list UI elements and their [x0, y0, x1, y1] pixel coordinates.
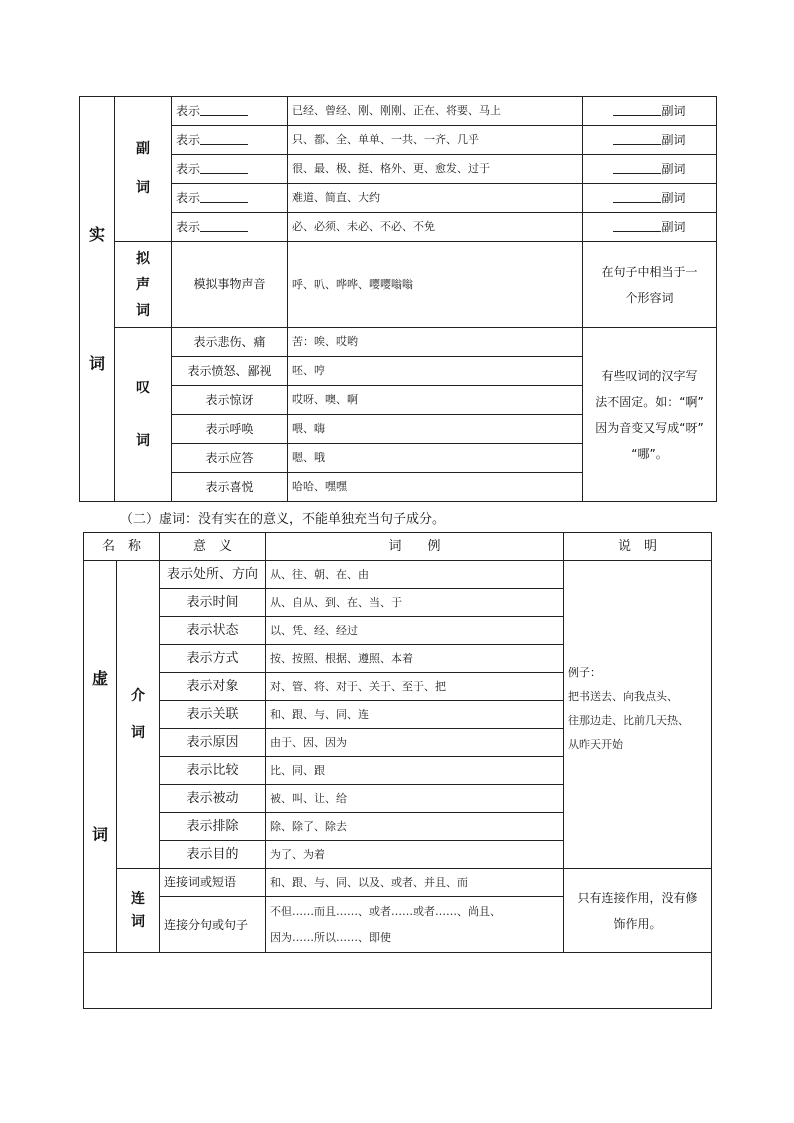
examples-cell: 哈哈、嘿嘿: [288, 473, 583, 502]
subcategory-char: 声: [136, 276, 150, 293]
note-cell: 副词: [583, 213, 717, 242]
examples-cell: 由于、因、因为: [266, 729, 564, 757]
fill-blank[interactable]: [200, 162, 248, 174]
examples-cell: 和、跟、与、同、连: [266, 701, 564, 729]
subcategory-char: 词: [131, 724, 145, 741]
subcategory-cell: [115, 242, 172, 328]
category-char: 实: [88, 224, 105, 244]
adverb-row: [80, 155, 717, 184]
category-cell: [84, 561, 117, 953]
section-heading: （二）虚词：没有实在的意义，不能单独充当句子成分。: [120, 512, 446, 527]
meaning-cell: 表示关联: [160, 701, 266, 729]
category-char: 虚: [91, 669, 108, 689]
fill-blank[interactable]: [200, 220, 248, 232]
function-words-table: [83, 532, 712, 1009]
meaning-cell: 模拟事物声音: [172, 242, 288, 328]
note-cell: 副词: [583, 184, 717, 213]
meaning-cell: 表示对象: [160, 673, 266, 701]
subcategory-cell: [117, 869, 160, 953]
note-cell: 副词: [583, 126, 717, 155]
subcategory-cell: [117, 561, 160, 869]
adverb-row: [80, 184, 717, 213]
header-meaning: 意 义: [160, 533, 266, 561]
header-row: [84, 533, 712, 561]
meaning-cell: 连接词或短语: [160, 869, 266, 897]
examples-cell: 比、同、跟: [266, 757, 564, 785]
examples-cell: 难道、简直、大约: [288, 184, 583, 213]
examples-cell: 以、凭、经、经过: [266, 617, 564, 645]
note-cell: 只有连接作用，没有修 饰作用。: [564, 869, 712, 953]
examples-cell: 喂、嗨: [288, 415, 583, 444]
note-cell: 副词: [583, 155, 717, 184]
meaning-cell: 表示被动: [160, 785, 266, 813]
fill-blank[interactable]: [613, 220, 661, 232]
examples-cell: 已经、曾经、刚、刚刚、正在、将要、马上: [288, 97, 583, 126]
fill-blank[interactable]: [613, 104, 661, 116]
fill-blank[interactable]: [200, 104, 248, 116]
note-cell: 副词: [583, 97, 717, 126]
examples-cell: 为了、为着: [266, 841, 564, 869]
examples-cell: 必、必须、未必、不必、不免: [288, 213, 583, 242]
note-cell: 有些叹词的汉字写 法不固定。如：“啊” 因为音变又写成“呀” “哪”。: [583, 328, 717, 502]
meaning-cell: 表示惊讶: [172, 386, 288, 415]
examples-cell: 从、往、朝、在、由: [266, 561, 564, 589]
header-examples: 词 例: [266, 533, 564, 561]
subcategory-char: 连: [131, 890, 145, 907]
meaning-cell: 表示处所、方向: [160, 561, 266, 589]
examples-cell: 和、跟、与、同、以及、或者、并且、而: [266, 869, 564, 897]
meaning-cell: 表示排除: [160, 813, 266, 841]
meaning-cell: 表示喜悦: [172, 473, 288, 502]
category-char: 词: [91, 824, 108, 844]
examples-cell: 很、最、极、挺、格外、更、愈发、过于: [288, 155, 583, 184]
meaning-cell: 表示时间: [160, 589, 266, 617]
meaning-cell: 表示: [172, 184, 288, 213]
examples-cell: 除、除了、除去: [266, 813, 564, 841]
subcategory-char: 词: [136, 180, 150, 196]
adverb-row: [80, 97, 717, 126]
meaning-cell: 连接分句或句子: [160, 897, 266, 953]
header-note: 说 明: [564, 533, 712, 561]
subcategory-char: 副: [136, 141, 150, 158]
fill-blank[interactable]: [200, 133, 248, 145]
adverb-row: [80, 126, 717, 155]
meaning-cell: 表示: [172, 155, 288, 184]
header-name: 名 称: [84, 533, 160, 561]
subcategory-char: 词: [136, 302, 150, 319]
subcategory-cell: [115, 97, 172, 242]
examples-cell: 呼、叭、哗哗、嘤嘤嗡嗡: [288, 242, 583, 328]
subcategory-cell: [115, 328, 172, 502]
meaning-cell: 表示原因: [160, 729, 266, 757]
content-words-table: [79, 96, 717, 502]
examples-cell: 哎呀、噢、啊: [288, 386, 583, 415]
examples-cell: 苦：唉、哎哟: [288, 328, 583, 357]
empty-cell: [84, 953, 712, 1009]
note-cell: 在句子中相当于一 个形容词: [583, 242, 717, 328]
meaning-cell: 表示: [172, 126, 288, 155]
examples-cell: 从、自从、到、在、当、于: [266, 589, 564, 617]
onomatopoeia-row: [80, 242, 717, 328]
meaning-cell: 表示目的: [160, 841, 266, 869]
examples-cell: 嗯、哦: [288, 444, 583, 473]
meaning-cell: 表示愤怒、鄙视: [172, 357, 288, 386]
fill-blank[interactable]: [613, 191, 661, 203]
fill-blank[interactable]: [200, 191, 248, 203]
fill-blank[interactable]: [613, 162, 661, 174]
subcategory-char: 介: [131, 687, 145, 704]
examples-cell: 只、都、全、单单、一共、一齐、几乎: [288, 126, 583, 155]
examples-cell: 不但……而且……、或者……或者……、尚且、 因为……所以……、即使: [266, 897, 564, 953]
subcategory-char: 拟: [136, 250, 150, 267]
note-cell: 例子： 把书送去、向我点头、 往那边走、比前几天热、 从昨天开始: [564, 561, 712, 869]
subcategory-char: 叹: [136, 379, 150, 396]
category-cell: [80, 97, 115, 502]
meaning-cell: 表示呼唤: [172, 415, 288, 444]
examples-cell: 对、管、将、对于、关于、至于、把: [266, 673, 564, 701]
meaning-cell: 表示状态: [160, 617, 266, 645]
adverb-row: [80, 213, 717, 242]
meaning-cell: 表示: [172, 213, 288, 242]
subcategory-char: 词: [136, 432, 150, 449]
conjunction-row: [84, 869, 712, 897]
meaning-cell: 表示应答: [172, 444, 288, 473]
preposition-row: [84, 561, 712, 589]
examples-cell: 按、按照、根据、遵照、本着: [266, 645, 564, 673]
empty-row: [84, 953, 712, 1009]
examples-cell: 被、叫、让、给: [266, 785, 564, 813]
meaning-cell: 表示悲伤、痛: [172, 328, 288, 357]
interjection-row: [80, 328, 717, 357]
meaning-cell: 表示方式: [160, 645, 266, 673]
category-char: 词: [88, 354, 105, 373]
fill-blank[interactable]: [613, 133, 661, 145]
examples-cell: 呸、哼: [288, 357, 583, 386]
meaning-cell: 表示: [172, 97, 288, 126]
subcategory-char: 词: [131, 913, 145, 930]
meaning-cell: 表示比较: [160, 757, 266, 785]
